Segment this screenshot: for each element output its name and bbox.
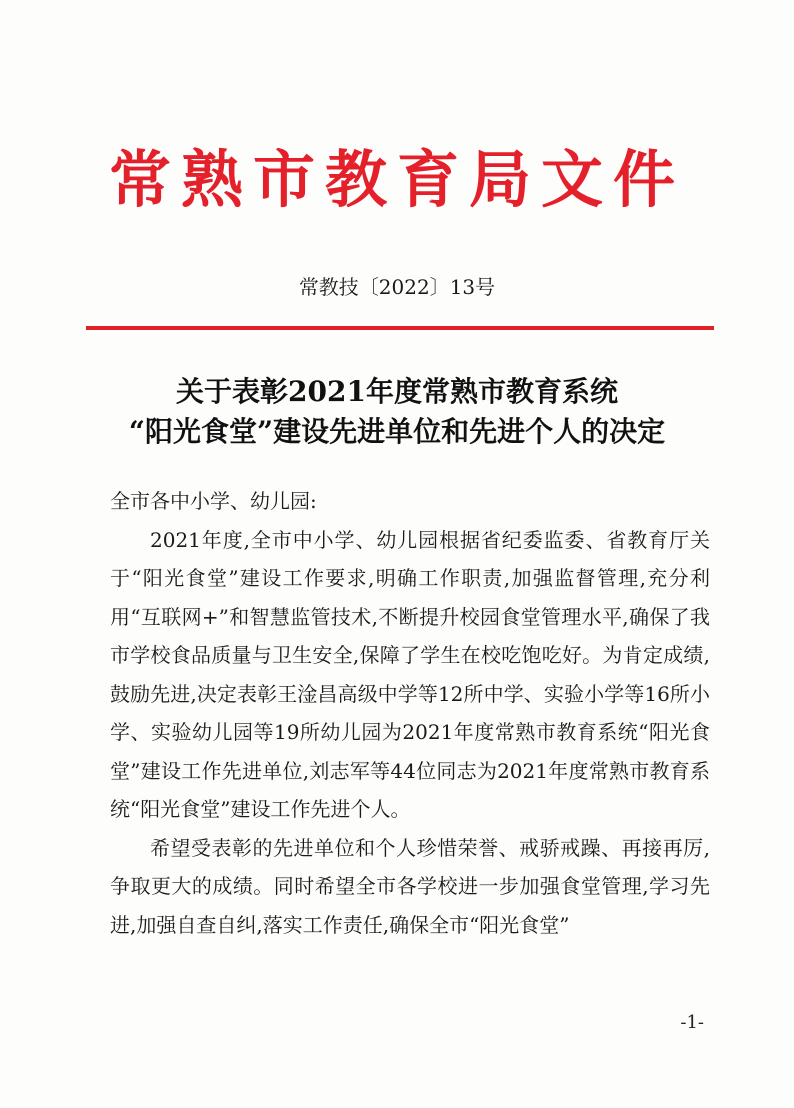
body-paragraph-1: 2021年度,全市中小学、幼儿园根据省纪委监委、省教育厅关于“阳光食堂”建设工作要求,明确工作职责,加强监督管理,充分利用“互联网+”和智慧监管技术,不断提升校园食堂管理水平,确保了我市学校食品质量与卫生安全,保障了学生在校吃饱吃好。为肯定成绩,鼓励先进,决定表彰王淦昌高级中学等12所中学、实验小学等16所小学、实验幼儿园等19所幼儿园为2021年度常熟市教育系统“阳光食堂”建设工作先进单位,刘志军等44位同志为2021年度常熟市教育系统“阳光食堂”建设工作先进个人。 — [110, 527, 710, 821]
document-title-line-1: 关于表彰2021年度常熟市教育系统 — [176, 375, 618, 408]
page-number: -1- — [680, 1012, 704, 1033]
salutation: 全市各中小学、幼儿园: — [110, 489, 317, 513]
document-title-line-2: “阳光食堂”建设先进单位和先进个人的决定 — [128, 415, 666, 448]
document-body — [110, 482, 710, 944]
red-divider-line — [86, 326, 714, 330]
document-number: 常教技〔2022〕13号 — [298, 275, 496, 299]
body-paragraph-2: 希望受表彰的先进单位和个人珍惜荣誉、戒骄戒躁、再接再厉,争取更大的成绩。同时希望全市各学校进一步加强食堂管理,学习先进,加强自查自纠,落实工作责任,确保全市“阳光食堂” — [110, 835, 710, 937]
document-title — [0, 372, 794, 452]
issuer-header: 常熟市教育局文件 — [108, 143, 685, 216]
